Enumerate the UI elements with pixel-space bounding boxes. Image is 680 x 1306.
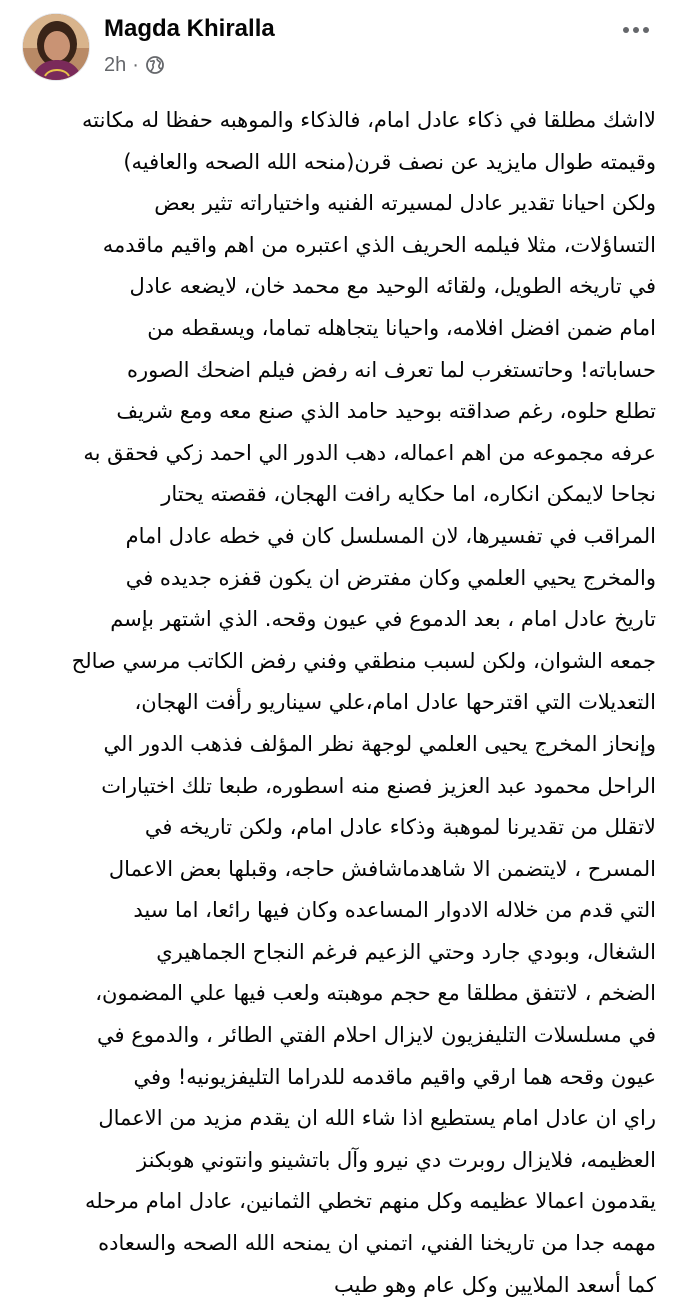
post-text-line: جمعه الشوان، ولكن لسبب منطقي وفني رفض الكاتب مرسي صالح (71, 648, 656, 673)
post-header (0, 0, 680, 96)
post-text-line: الشغال، وبودي جارد وحتي الزعيم فرغم النجاح الجماهيري (156, 939, 656, 964)
post-text-line: المسرح ، لايتضمن الا شاهدماشافش حاجه، وقبلها بعض الاعمال (108, 856, 656, 881)
post-text-line: التعديلات التي اقترحها عادل امام،علي سيناريو رأفت الهجان، (134, 690, 656, 715)
post-text-line: المراقب في تفسيرها، لان المسلسل كان في خطه عادل امام (125, 523, 656, 548)
post-text-line: لاتقلل من تقديرنا لموهبة وذكاء عادل امام، ولكن تاريخه في (144, 815, 656, 840)
post-text-line: وقيمته طوال مايزيد عن نصف قرن(منحه الله الصحه والعافيه) (123, 149, 656, 174)
author-name[interactable]: Magda Khiralla (104, 15, 275, 42)
avatar-photo (23, 14, 90, 81)
post-text-line: عرفه مجموعه من اهم اعماله، دهب الدور الي احمد زكي فحقق به (83, 440, 656, 465)
post-text-line: تاريخ عادل امام ، بعد الدموع في عيون وقحه. الذي اشتهر بإسم (110, 607, 656, 632)
post-text-line: تطلع حلوه، رغم صداقته بوحيد حامد الذي صنع معه ومع شريف (116, 399, 656, 424)
ellipsis-icon (616, 20, 656, 40)
post-text-line: الضخم ، لاتتفق مطلقا مع حجم موهبته ولعب فيها علي المضمون، (95, 981, 656, 1006)
post-text-line: لااشك مطلقا في ذكاء عادل امام، فالذكاء والموهبه حفظا له مكانته (81, 108, 656, 132)
post-text-line: مهمه جدا من تاريخنا الفني، اتمني ان يمنحه الله الصحه والسعاده (98, 1231, 656, 1256)
post-text-line: نجاحا لايمكن انكاره، اما حكايه رافت الهجان، فقصته يحتار (161, 482, 656, 507)
post-text-line: الراحل محمود عبد العزيز فصنع منه اسطوره، طبعا تلك اختيارات (101, 773, 656, 798)
more-options-button[interactable] (616, 20, 656, 40)
post-text-line: حساباته! وحاتستغرب لما تعرف انه رفض فيلم اضحك الصوره (127, 357, 656, 382)
post-text-line: يقدمون اعمالا عظيمه وكل منهم تخطي الثمانين، عادل امام مرحله (85, 1189, 656, 1214)
post-text-line: التي قدم من خلاله الادوار المساعده وكان فيها رائعا، اما سيد (133, 898, 656, 923)
post-text-line: راي ان عادل امام يستطيع اذا شاء الله ان يقدم مزيد من الاعمال (98, 1106, 656, 1131)
post-body (24, 100, 656, 1306)
post-meta (104, 52, 165, 78)
post-text-line: عيون وقحه هما ارقي واقيم ماقدمه للدراما التليفزيونيه! وفي (133, 1064, 656, 1089)
globe-icon[interactable] (145, 55, 165, 75)
post-text-line: ولكن احيانا تقدير عادل لمسيرته الفنيه واختياراته تثير بعض (154, 191, 656, 216)
post-text-line: امام ضمن افضل افلامه، واحيانا يتجاهله تماما، ويسقطه من (147, 315, 656, 340)
meta-separator: · (132, 53, 139, 76)
post-timestamp[interactable]: 2h (104, 53, 127, 76)
post-text-line: في تاريخه الطويل، ولقائه الوحيد مع محمد خان، لايضعه عادل (129, 274, 656, 299)
post-text-line: كما أسعد الملايين وكل عام وهو طيب (334, 1272, 656, 1297)
post-text-line: التساؤلات، مثلا فيلمه الحريف الذي اعتبره من اهم واقيم ماقدمه (102, 232, 656, 257)
post-text-line: وإنحاز المخرج يحيى العلمي لوجهة نظر المؤلف فذهب الدور الي (103, 731, 656, 756)
post-text-line: في مسلسلات التليفزيون لايزال احلام الفتي الطائر ، والدموع في (97, 1023, 656, 1048)
post-text-line: والمخرج يحيي العلمي وكان مفترض ان يكون قفزه جديده في (125, 565, 656, 590)
post-text-line: العظيمه، فلايزال روبرت دي نيرو وآل باتشينو وانتوني هوبكنز (136, 1147, 656, 1172)
avatar[interactable] (22, 13, 90, 81)
